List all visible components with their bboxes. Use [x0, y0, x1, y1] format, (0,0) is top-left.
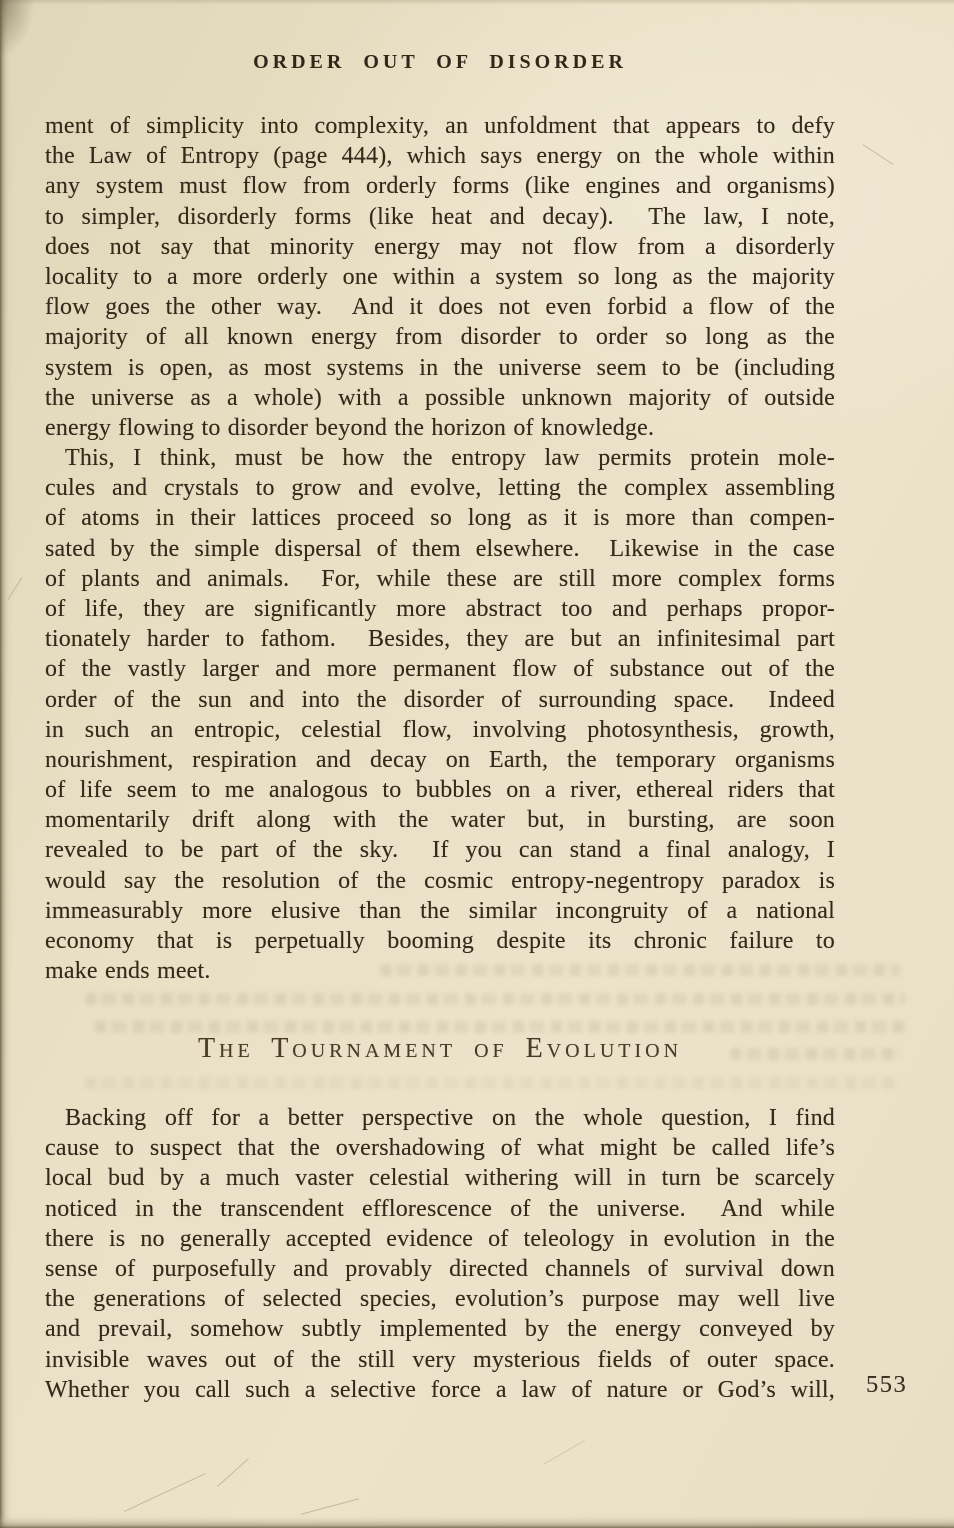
text-line: of the vastly larger and more permanent flow of substance out of the — [45, 656, 835, 683]
text-line: majority of all known energy from disorder to order so long as the — [45, 324, 835, 351]
text-line: locality to a more orderly one within a system so long as the majority — [45, 263, 835, 290]
text-line: immeasurably more elusive than the similar incongruity of a national — [45, 897, 835, 924]
text-line: the generations of selected species, evolution’s purpose may well live — [45, 1286, 835, 1313]
running-header: ORDER OUT OF DISORDER — [253, 51, 627, 73]
page-edge-left — [0, 0, 14, 1528]
show-through-ghost-text — [85, 1077, 900, 1089]
section-heading: The Tournament of Evolution — [197, 1033, 683, 1064]
text-line: cause to suspect that the overshadowing of what might be called life’s — [45, 1135, 835, 1162]
text-line: This, I think, must be how the entropy law permits protein mole- — [65, 445, 835, 471]
text-line: sense of purposefully and provably directed channels of survival down — [45, 1255, 835, 1282]
text-line: system is open, as most systems in the universe seem to be (including — [45, 354, 835, 381]
text-line: would say the resolution of the cosmic entropy-negentropy paradox is — [45, 867, 835, 894]
show-through-ghost-text — [380, 964, 900, 976]
text-line: in such an entropic, celestial flow, involving photosynthesis, growth, — [45, 716, 835, 743]
paragraph-continuation — [45, 111, 835, 443]
text-line: invisible waves out of the still very mysterious fields of outer space. — [45, 1346, 835, 1373]
text-line: Backing off for a better perspective on the whole question, I find — [65, 1105, 835, 1131]
text-line: the universe as a whole) with a possible unknown majority of outside — [45, 384, 835, 411]
text-line: nourishment, respiration and decay on Earth, the temporary organisms — [45, 746, 835, 773]
text-line: to simpler, disorderly forms (like heat and decay). The law, I note, — [45, 203, 835, 230]
paper-scratch — [124, 1473, 206, 1512]
text-line: any system must flow from orderly forms (like engines and organisms) — [45, 173, 835, 200]
text-line: economy that is perpetually booming despite its chronic failure to — [45, 928, 835, 954]
paper-scratch — [301, 1498, 359, 1514]
paper-scratch — [217, 1458, 249, 1487]
text-line: noticed in the transcendent efflorescence of the universe. And while — [45, 1195, 835, 1222]
paper-scratch — [543, 1440, 585, 1465]
text-line: cules and crystals to grow and evolve, letting the complex assembling — [45, 475, 835, 502]
text-line: make ends meet. — [45, 958, 211, 985]
text-line: and prevail, somehow subtly implemented by the energy conveyed by — [45, 1316, 835, 1343]
text-line: of plants and animals. For, while these are still more complex forms — [45, 565, 835, 592]
page-number: 553 — [866, 1371, 908, 1398]
text-line: Whether you call such a selective force a law of nature or God’s will, — [45, 1376, 835, 1403]
paper-scratch — [863, 144, 894, 164]
text-line: order of the sun and into the disorder of surrounding space. Indeed — [45, 686, 835, 713]
text-line: the Law of Entropy (page 444), which says energy on the whole within — [45, 143, 835, 170]
page-edge-bottom — [0, 1514, 954, 1528]
text-line: of atoms in their lattices proceed so long as it is more than compen- — [45, 505, 835, 532]
text-line: of life, they are significantly more abstract too and perhaps propor- — [45, 595, 835, 622]
paragraph — [45, 443, 835, 986]
text-line: momentarily drift along with the water but, in bursting, are soon — [45, 807, 835, 834]
show-through-ghost-text — [95, 1021, 905, 1033]
text-line: tionately harder to fathom. Besides, they are but an infinitesimal part — [45, 626, 835, 653]
text-line: local bud by a much vaster celestial withering will in turn be scarcely — [45, 1165, 835, 1192]
show-through-ghost-text — [85, 993, 905, 1005]
text-line: revealed to be part of the sky. If you can stand a final analogy, I — [45, 837, 835, 864]
page-corner-shadow — [0, 0, 34, 56]
text-line: ment of simplicity into complexity, an unfoldment that appears to defy — [45, 113, 835, 139]
text-line: there is no generally accepted evidence of teleology in evolution in the — [45, 1225, 835, 1252]
text-line: sated by the simple dispersal of them elsewhere. Likewise in the case — [45, 535, 835, 562]
text-line: energy flowing to disorder beyond the horizon of knowledge. — [45, 414, 655, 441]
text-line: does not say that minority energy may not flow from a disorderly — [45, 233, 835, 260]
page-edge-top — [0, 0, 954, 5]
text-line: of life seem to me analogous to bubbles on a river, ethereal riders that — [45, 777, 835, 804]
text-line: flow goes the other way. And it does not even forbid a flow of the — [45, 294, 835, 321]
paragraph — [45, 1103, 835, 1405]
